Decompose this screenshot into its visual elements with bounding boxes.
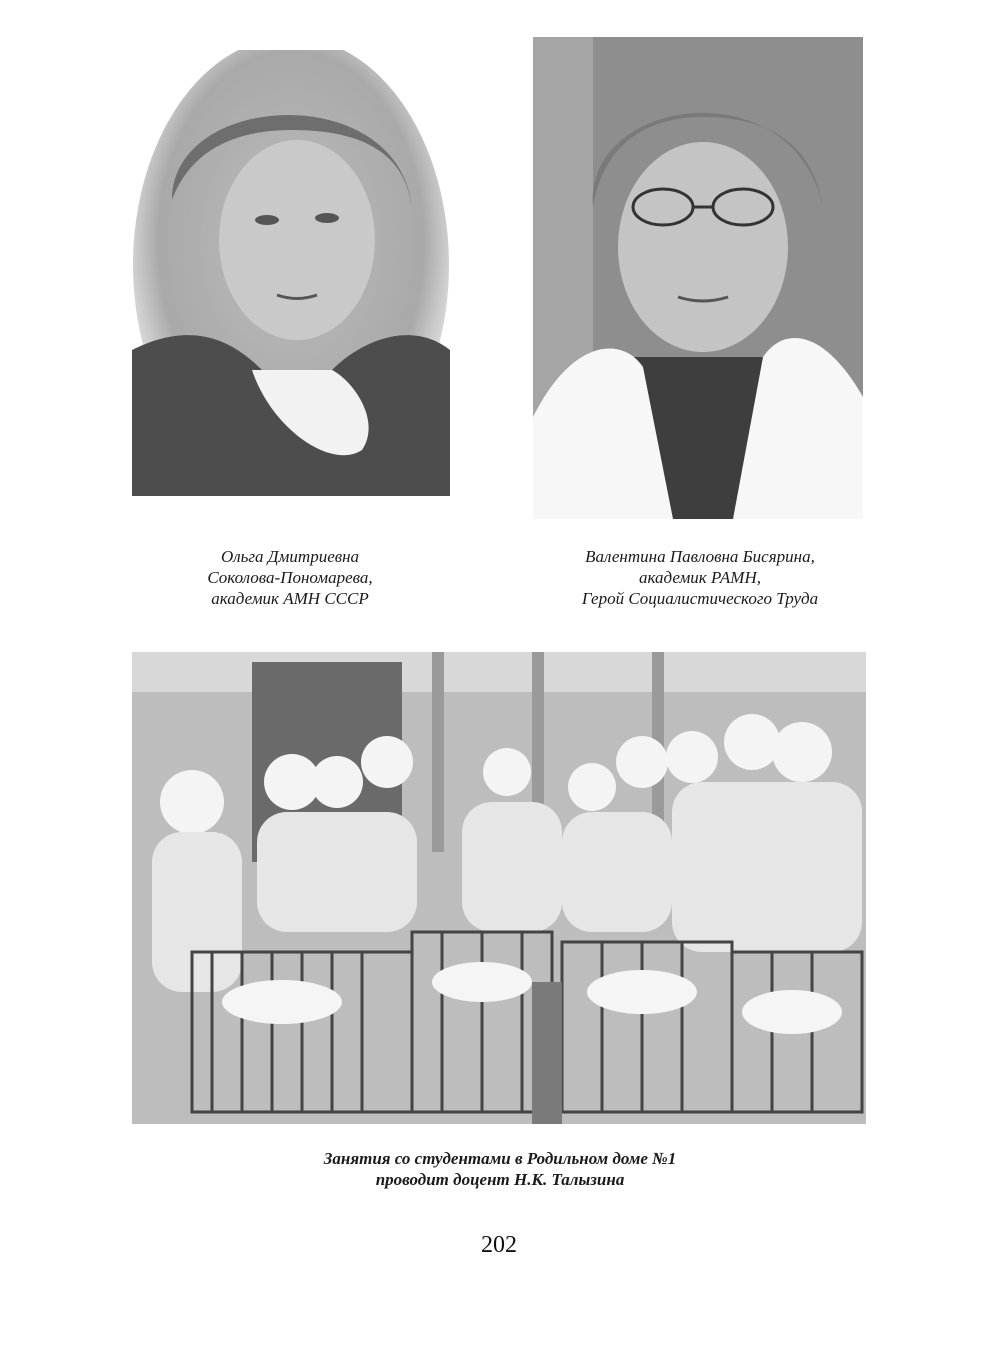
group-photo-maternity-ward bbox=[132, 652, 866, 1124]
portrait-photo-icon bbox=[132, 50, 450, 496]
portrait-photo-icon bbox=[533, 37, 863, 519]
caption-line: проводит доцент Н.К. Талызина bbox=[375, 1170, 625, 1189]
caption-line: Ольга Дмитриевна bbox=[220, 547, 360, 566]
page-number: 202 bbox=[481, 1232, 517, 1258]
caption-line: академик РАМН, bbox=[639, 568, 761, 587]
caption-right-portrait bbox=[520, 546, 880, 609]
portrait-photo-right bbox=[533, 37, 863, 519]
caption-line: академик АМН СССР bbox=[211, 589, 369, 608]
caption-line: Соколова-Пономарева, bbox=[207, 568, 373, 587]
caption-line: Валентина Павловна Бисярина, bbox=[585, 547, 815, 566]
caption-line: Занятия со студентами в Родильном доме №1 bbox=[323, 1149, 677, 1168]
portrait-photo-left bbox=[132, 50, 450, 496]
caption-group-photo bbox=[230, 1148, 770, 1190]
caption-line: Герой Социалистического Труда bbox=[581, 589, 819, 608]
group-photo-icon bbox=[132, 652, 866, 1124]
caption-left-portrait bbox=[150, 546, 430, 609]
